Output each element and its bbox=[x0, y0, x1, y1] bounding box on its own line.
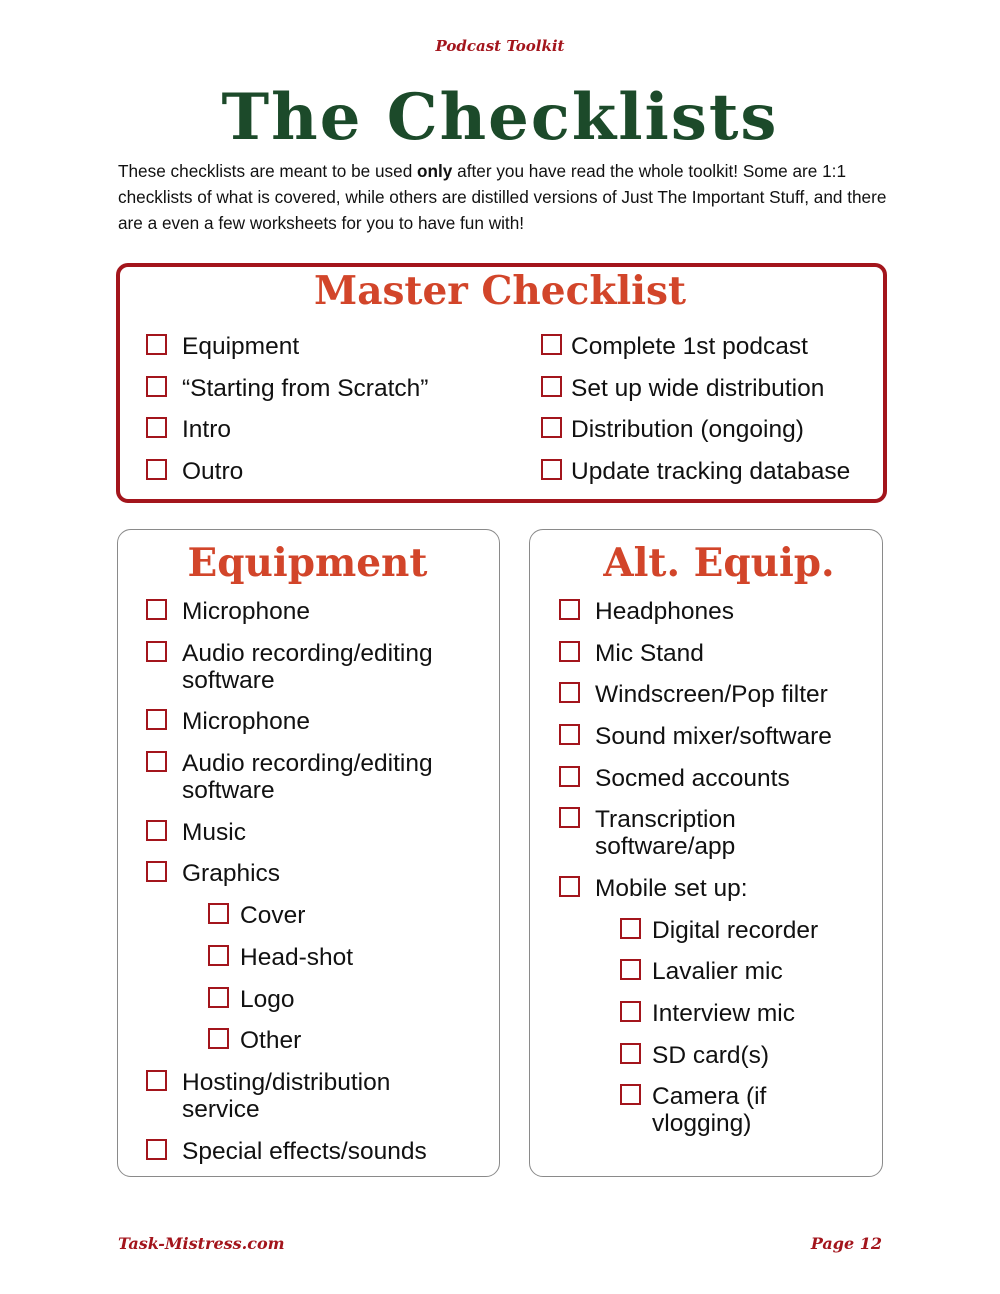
checkbox[interactable] bbox=[541, 376, 562, 397]
checkbox[interactable] bbox=[146, 599, 167, 620]
item-label: Socmed accounts bbox=[595, 765, 790, 792]
item-label: Complete 1st podcast bbox=[571, 333, 808, 360]
checkbox[interactable] bbox=[146, 417, 167, 438]
checkbox[interactable] bbox=[559, 599, 580, 620]
item-label: Music bbox=[182, 819, 246, 846]
checkbox[interactable] bbox=[620, 959, 641, 980]
checkbox[interactable] bbox=[559, 724, 580, 745]
item-label: Microphone bbox=[182, 708, 311, 735]
item-label: Sound mixer/software bbox=[595, 723, 832, 750]
checkbox[interactable] bbox=[146, 459, 167, 480]
equipment-title: Equipment bbox=[187, 540, 428, 586]
item-label: Mobile set up: bbox=[595, 875, 748, 902]
checkbox[interactable] bbox=[620, 1001, 641, 1022]
item-label: Logo bbox=[240, 986, 295, 1013]
item-label: Intro bbox=[182, 416, 232, 443]
item-label: Transcription software/app bbox=[595, 806, 736, 860]
header-title: Podcast Toolkit bbox=[435, 37, 565, 55]
checkbox[interactable] bbox=[146, 820, 167, 841]
intro-text-1: These checklists are meant to be used bbox=[118, 161, 418, 181]
item-label: Hosting/distribution service bbox=[182, 1069, 391, 1123]
item-label: Special effects/sounds bbox=[182, 1138, 427, 1165]
item-label: Headphones bbox=[595, 598, 734, 625]
item-label: Cover bbox=[240, 902, 306, 929]
item-label: Equipment bbox=[182, 333, 300, 360]
item-label: Digital recorder bbox=[652, 917, 819, 944]
item-label: Audio recording/editing software bbox=[182, 640, 433, 694]
checkbox[interactable] bbox=[541, 417, 562, 438]
checkbox[interactable] bbox=[146, 709, 167, 730]
intro-paragraph bbox=[118, 158, 893, 236]
checkbox[interactable] bbox=[559, 876, 580, 897]
item-label: Head-shot bbox=[240, 944, 354, 971]
item-label: Graphics bbox=[182, 860, 281, 887]
intro-bold: only bbox=[417, 161, 453, 181]
intro-text-2: after you have read the whole toolkit! Some are 1:1 checklists of what is covered, while others are distilled versions of Just The Important Stuff, and there are a even a few worksheets for you to have fun with! bbox=[118, 161, 887, 233]
checkbox[interactable] bbox=[208, 987, 229, 1008]
item-label: Outro bbox=[182, 458, 244, 485]
checkbox[interactable] bbox=[559, 641, 580, 662]
item-label: Audio recording/editing software bbox=[182, 750, 433, 804]
checkbox[interactable] bbox=[146, 751, 167, 772]
item-label: Distribution (ongoing) bbox=[571, 416, 804, 443]
item-label: Microphone bbox=[182, 598, 311, 625]
checkbox[interactable] bbox=[620, 1043, 641, 1064]
master-checklist-title: Master Checklist bbox=[314, 268, 686, 314]
checkbox[interactable] bbox=[541, 334, 562, 355]
checkbox[interactable] bbox=[559, 682, 580, 703]
checkbox[interactable] bbox=[541, 459, 562, 480]
item-label: Interview mic bbox=[652, 1000, 795, 1027]
checkbox[interactable] bbox=[146, 641, 167, 662]
item-label: Camera (if vlogging) bbox=[652, 1083, 767, 1137]
footer-page-number: Page 12 bbox=[810, 1234, 882, 1253]
item-label: “Starting from Scratch” bbox=[182, 375, 429, 402]
checkbox[interactable] bbox=[146, 1070, 167, 1091]
checkbox[interactable] bbox=[620, 1084, 641, 1105]
checkbox[interactable] bbox=[559, 766, 580, 787]
checkbox[interactable] bbox=[208, 1028, 229, 1049]
checkbox[interactable] bbox=[146, 861, 167, 882]
alt-equip-title: Alt. Equip. bbox=[603, 540, 835, 586]
checkbox[interactable] bbox=[559, 807, 580, 828]
checkbox[interactable] bbox=[146, 334, 167, 355]
checkbox[interactable] bbox=[146, 376, 167, 397]
item-label: Set up wide distribution bbox=[571, 375, 825, 402]
item-label: SD card(s) bbox=[652, 1042, 770, 1069]
item-label: Mic Stand bbox=[595, 640, 704, 667]
footer-site: Task-Mistress.com bbox=[118, 1234, 285, 1253]
item-label: Lavalier mic bbox=[652, 958, 783, 985]
checkbox[interactable] bbox=[146, 1139, 167, 1160]
checkbox[interactable] bbox=[620, 918, 641, 939]
item-label: Windscreen/Pop filter bbox=[595, 681, 828, 708]
checkbox[interactable] bbox=[208, 903, 229, 924]
checkbox[interactable] bbox=[208, 945, 229, 966]
item-label: Update tracking database bbox=[571, 458, 851, 485]
page-title: The Checklists bbox=[221, 80, 779, 155]
item-label: Other bbox=[240, 1027, 302, 1054]
